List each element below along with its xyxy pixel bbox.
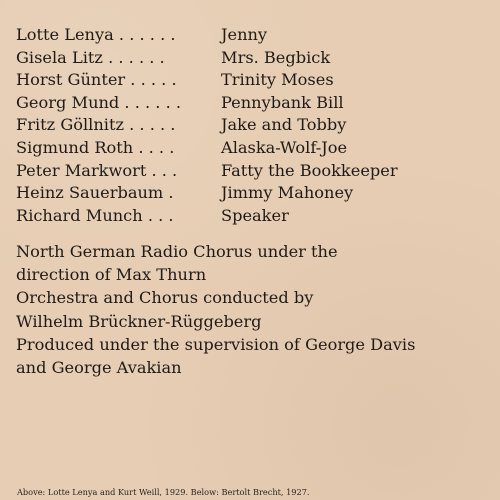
role-name: Jenny xyxy=(221,25,268,44)
actor-name: Richard Munch . . . xyxy=(16,205,174,225)
role-name: Jake and Tobby xyxy=(221,115,347,135)
actor-name: Heinz Sauerbaum . xyxy=(16,183,174,203)
credit-line: Produced under the supervision of George Davis xyxy=(16,334,416,354)
credit-line: direction of Max Thurn xyxy=(16,265,207,285)
credit-line: Wilhelm Brückner-Rüggeberg xyxy=(16,311,262,331)
actor-name: Gisela Litz . . . . . . xyxy=(16,47,165,67)
actor-name: Lotte Lenya . . . . . . xyxy=(16,25,176,44)
role-name: Pennybank Bill xyxy=(221,92,344,112)
role-name: Jimmy Mahoney xyxy=(221,183,354,203)
role-name: Mrs. Begbick xyxy=(221,47,331,67)
actor-name: Fritz Göllnitz . . . . . xyxy=(16,115,176,135)
credit-line: North German Radio Chorus under the xyxy=(16,242,338,261)
actor-name: Georg Mund . . . . . . xyxy=(16,92,182,112)
credit-line: and George Avakian xyxy=(16,358,182,378)
role-name: Speaker xyxy=(221,205,289,225)
actor-name: Horst Günter . . . . . xyxy=(16,70,177,90)
role-name: Fatty the Bookkeeper xyxy=(221,160,398,180)
photo-caption: Above: Lotte Lenya and Kurt Weill, 1929. Below: Bertolt Brecht, 1927. xyxy=(17,487,310,497)
credit-line: Orchestra and Chorus conducted by xyxy=(16,288,314,308)
role-name: Trinity Moses xyxy=(221,70,334,90)
actor-name: Sigmund Roth . . . . xyxy=(16,137,175,157)
credits-block xyxy=(16,240,496,379)
role-name: Alaska-Wolf-Joe xyxy=(221,137,348,157)
actor-name: Peter Markwort . . . xyxy=(16,160,178,180)
